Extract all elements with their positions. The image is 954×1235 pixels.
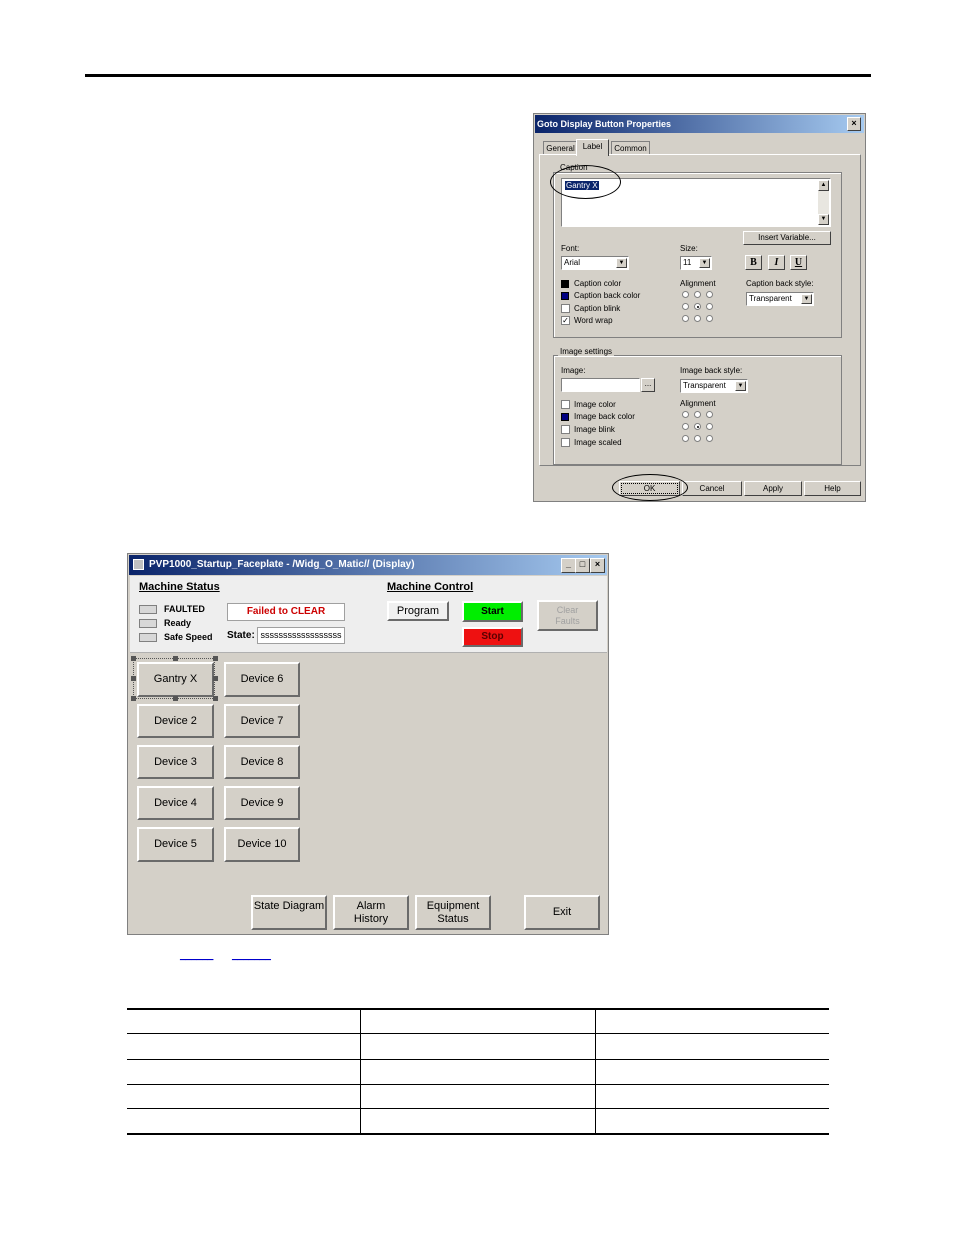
align-radio[interactable] (694, 315, 701, 322)
chevron-down-icon[interactable]: ▼ (699, 258, 710, 268)
image-back-style-label: Image back style: (680, 366, 743, 375)
table-row-rule (127, 1108, 829, 1109)
caption-blink-label: Caption blink (574, 304, 621, 313)
state-value: ssssssssssssssssss (257, 627, 345, 644)
image-color-label: Image color (574, 400, 616, 409)
goto-display-properties-dialog (533, 113, 866, 502)
close-icon[interactable]: × (590, 558, 605, 573)
safe-speed-indicator (139, 633, 157, 642)
bold-button[interactable]: B (745, 255, 762, 270)
cancel-button[interactable]: Cancel (682, 481, 742, 496)
table-bottom-rule (127, 1133, 829, 1135)
size-value: 11 (683, 258, 692, 267)
scroll-down-icon[interactable]: ▼ (818, 214, 829, 225)
device-button-3[interactable]: Device 3 (137, 745, 214, 779)
ready-indicator (139, 619, 157, 628)
table-column-divider (360, 1008, 361, 1135)
caption-scrollbar[interactable] (818, 180, 829, 225)
image-alignment-label: Alignment (680, 399, 716, 408)
align-radio-selected[interactable] (694, 423, 701, 430)
browse-button[interactable]: ... (641, 378, 655, 392)
table-row-rule (127, 1084, 829, 1085)
device-button-7[interactable]: Device 7 (224, 704, 300, 738)
close-icon[interactable]: × (847, 117, 861, 131)
image-scaled-label: Image scaled (574, 438, 622, 447)
apply-button[interactable]: Apply (744, 481, 802, 496)
word-wrap-label: Word wrap (574, 316, 613, 325)
stop-button[interactable]: Stop (462, 627, 523, 647)
maximize-icon[interactable]: □ (575, 558, 590, 573)
minimize-icon[interactable]: _ (561, 558, 576, 573)
clear-faults-button[interactable]: Clear Faults (537, 600, 598, 631)
image-back-color-swatch[interactable] (561, 413, 569, 421)
state-label: State: (227, 630, 255, 641)
caption-color-label: Caption color (574, 279, 622, 288)
fault-message: Failed to CLEAR (227, 603, 345, 621)
device-button-gantry-x[interactable]: Gantry X (137, 662, 214, 697)
alignment-label: Alignment (680, 279, 716, 288)
device-button-5[interactable]: Device 5 (137, 827, 214, 862)
machine-status-heading: Machine Status (139, 581, 220, 593)
exit-button[interactable]: Exit (524, 895, 600, 930)
machine-control-heading: Machine Control (387, 581, 474, 593)
caption-back-style-select[interactable] (746, 292, 814, 306)
ok-callout-oval (612, 474, 688, 501)
align-radio[interactable] (682, 315, 689, 322)
image-input[interactable] (561, 378, 640, 392)
align-radio[interactable] (694, 291, 701, 298)
state-diagram-button[interactable]: State Diagram (251, 895, 327, 930)
font-value: Arial (564, 258, 581, 267)
device-button-4[interactable]: Device 4 (137, 786, 214, 820)
dialog-title: Goto Display Button Properties (537, 119, 672, 129)
size-select[interactable] (680, 256, 712, 270)
caption-callout-oval (550, 165, 621, 199)
image-scaled-checkbox[interactable] (561, 438, 570, 447)
device-button-2[interactable]: Device 2 (137, 704, 214, 738)
align-radio[interactable] (694, 435, 701, 442)
ready-label: Ready (164, 618, 192, 628)
caption-back-style-value: Transparent (749, 294, 792, 303)
image-settings-label: Image settings (560, 347, 613, 356)
chevron-down-icon[interactable]: ▼ (616, 258, 627, 268)
align-radio-selected[interactable] (694, 303, 701, 310)
faceplate-title-bar (129, 555, 607, 575)
font-label: Font: (561, 244, 580, 253)
faceplate-title: PVP1000_Startup_Faceplate - /Widg_O_Matic// (Display) (149, 559, 415, 570)
caption-back-style-label: Caption back style: (746, 279, 814, 288)
link-2[interactable]: _______ (232, 950, 271, 961)
image-color-checkbox[interactable] (561, 400, 570, 409)
caption-text: Gantry X (566, 181, 598, 190)
device-button-9[interactable]: Device 9 (224, 786, 300, 820)
device-button-8[interactable]: Device 8 (224, 745, 300, 779)
image-back-style-value: Transparent (683, 381, 726, 390)
caption-back-color-swatch[interactable] (561, 292, 569, 300)
align-radio[interactable] (706, 291, 713, 298)
tab-common[interactable]: Common (611, 141, 650, 155)
caption-group-label: Caption (560, 163, 588, 172)
scroll-up-icon[interactable]: ▲ (818, 180, 829, 191)
table-column-divider (595, 1008, 596, 1135)
align-radio[interactable] (706, 303, 713, 310)
align-radio[interactable] (682, 291, 689, 298)
caption-blink-checkbox[interactable] (561, 304, 570, 313)
selection-outline (133, 658, 215, 699)
faulted-label: FAULTED (164, 604, 205, 614)
underline-button[interactable]: U (790, 255, 807, 270)
align-radio[interactable] (682, 303, 689, 310)
size-label: Size: (680, 244, 698, 253)
chevron-down-icon[interactable]: ▼ (735, 381, 746, 391)
align-radio[interactable] (682, 435, 689, 442)
safe-speed-label: Safe Speed (164, 632, 213, 642)
align-radio[interactable] (682, 411, 689, 418)
dialog-title-bar (535, 115, 864, 133)
align-radio[interactable] (706, 411, 713, 418)
align-radio[interactable] (706, 435, 713, 442)
tab-label[interactable]: Label (576, 139, 609, 156)
image-back-style-select[interactable] (680, 379, 748, 393)
table-row-rule (127, 1033, 829, 1034)
faceplate-header (130, 576, 607, 653)
device-button-6[interactable]: Device 6 (224, 662, 300, 697)
app-icon (133, 559, 144, 570)
align-radio[interactable] (706, 423, 713, 430)
image-back-color-label: Image back color (574, 412, 635, 421)
align-radio[interactable] (694, 411, 701, 418)
table-top-rule (127, 1008, 829, 1010)
italic-button[interactable]: I (768, 255, 785, 270)
insert-variable-button[interactable]: Insert Variable... (743, 231, 831, 245)
tab-general[interactable]: General (543, 141, 578, 155)
link-1[interactable]: ______ (180, 950, 214, 961)
ok-button[interactable]: OK (619, 481, 680, 496)
image-blink-checkbox[interactable] (561, 425, 570, 434)
start-button[interactable]: Start (462, 601, 523, 622)
align-radio[interactable] (706, 315, 713, 322)
font-select[interactable] (561, 256, 629, 270)
caption-alignment-grid (682, 291, 714, 325)
device-button-10[interactable]: Device 10 (224, 827, 300, 862)
top-rule (85, 74, 871, 77)
help-button[interactable]: Help (804, 481, 861, 496)
image-alignment-grid (682, 411, 714, 445)
faulted-indicator (139, 605, 157, 614)
align-radio[interactable] (682, 423, 689, 430)
chevron-down-icon[interactable]: ▼ (801, 294, 812, 304)
alarm-history-button[interactable]: Alarm History (333, 895, 409, 930)
table-row-rule (127, 1059, 829, 1060)
program-button[interactable]: Program (387, 601, 449, 621)
word-wrap-checkbox[interactable]: ✓ (562, 316, 569, 325)
caption-back-color-label: Caption back color (574, 291, 641, 300)
data-table (127, 1008, 829, 1135)
pvp-faceplate-window (127, 553, 609, 935)
caption-color-swatch[interactable] (561, 280, 569, 288)
equipment-status-button[interactable]: Equipment Status (415, 895, 491, 930)
image-blink-label: Image blink (574, 425, 615, 434)
image-label: Image: (561, 366, 586, 375)
